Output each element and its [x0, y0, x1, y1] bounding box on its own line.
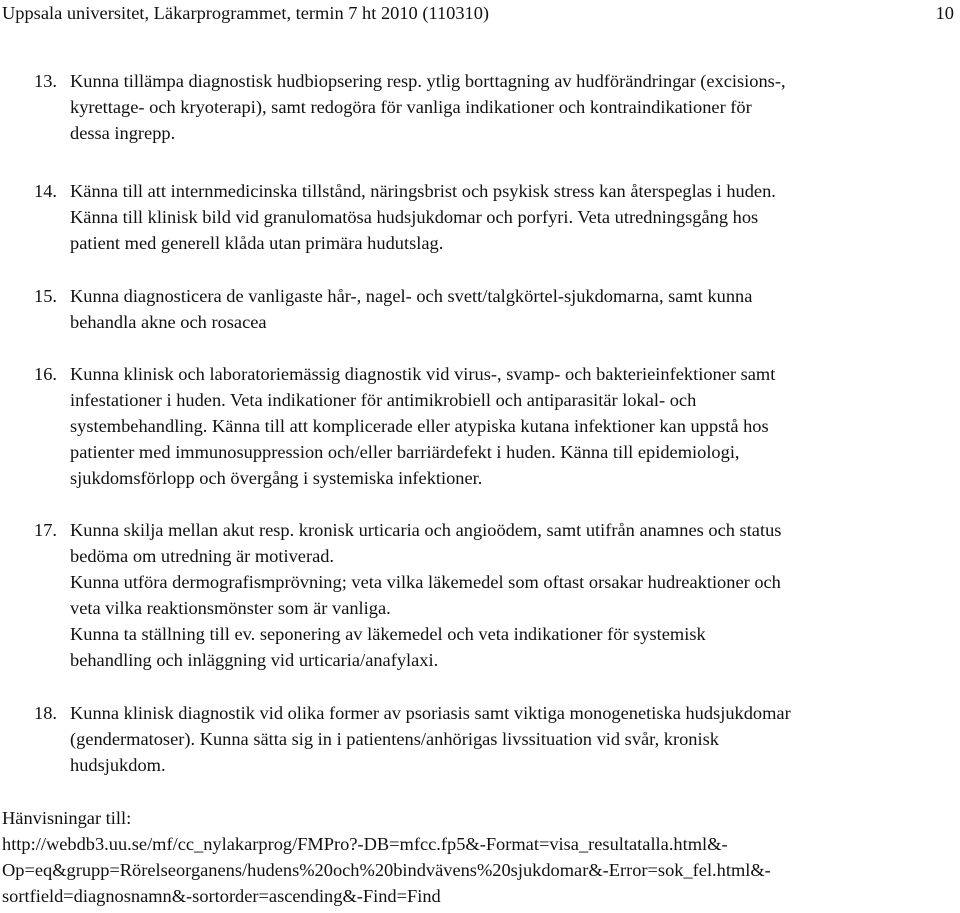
item-number: 16.	[34, 364, 57, 384]
item-number: 15.	[34, 286, 57, 306]
item-text-line: Känna till klinisk bild vid granulomatösa hudsjukdomar och porfyri. Veta utredningsgång hos	[70, 207, 759, 227]
item-text-line: veta vilka reaktionsmönster som är vanliga.	[70, 598, 391, 618]
item-text-line: sjukdomsförlopp och övergång i systemiska infektioner.	[70, 468, 483, 488]
item-text-line: patient med generell klåda utan primära hudutslag.	[70, 233, 444, 253]
item-text-line: systembehandling. Känna till att komplicerade eller atypiska kutana infektioner kan uppstå hos	[70, 416, 769, 436]
objective-item-18	[34, 700, 946, 778]
item-text	[70, 283, 946, 335]
page-header	[2, 0, 954, 28]
objective-item-15	[34, 283, 946, 335]
item-text-line: Kunna diagnosticera de vanligaste hår-, nagel- och svett/talgkörtel-sjukdomarna, samt kunna	[70, 286, 753, 306]
item-text-line: Kunna klinisk och laboratoriemässig diagnostik vid virus-, svamp- och bakterieinfektioner samt	[70, 364, 776, 384]
references-heading: Hänvisningar till:	[2, 808, 132, 828]
item-text	[70, 361, 946, 491]
item-text-line: Känna till att internmedicinska tillstånd, näringsbrist och psykisk stress kan återspeglas i huden.	[70, 181, 776, 201]
page-number: 10	[935, 3, 954, 23]
item-text-line: (gendermatoser). Kunna sätta sig in i patientens/anhörigas livssituation vid svår, kronisk	[70, 729, 719, 749]
objective-item-14	[34, 178, 946, 256]
objective-item-16	[34, 361, 946, 491]
item-number: 18.	[34, 703, 57, 723]
objective-item-17	[34, 517, 946, 673]
references-section	[2, 805, 952, 909]
item-text-line: bedöma om utredning är motiverad.	[70, 546, 335, 566]
reference-url-line[interactable]: http://webdb3.uu.se/mf/cc_nylakarprog/FMPro?-DB=mfcc.fp5&-Format=visa_resultatalla.html&-	[2, 834, 728, 854]
item-text-line: Kunna tillämpa diagnostisk hudbiopsering resp. ytlig borttagning av hudförändringar (excisions-,	[70, 71, 786, 91]
item-text	[70, 68, 946, 146]
item-text-line: infestationer i huden. Veta indikationer för antimikrobiell och antiparasitär lokal- och	[70, 390, 697, 410]
item-text-line: Kunna ta ställning till ev. seponering av läkemedel och veta indikationer för systemisk	[70, 624, 706, 644]
item-text-line: behandla akne och rosacea	[70, 312, 267, 332]
item-text-line: Kunna klinisk diagnostik vid olika former av psoriasis samt viktiga monogenetiska hudsjukdomar	[70, 703, 791, 723]
item-text-line: Kunna utföra dermografismprövning; veta vilka läkemedel som oftast orsakar hudreaktioner och	[70, 572, 781, 592]
item-text	[70, 517, 946, 673]
item-number: 13.	[34, 71, 57, 91]
item-text-line: Kunna skilja mellan akut resp. kronisk urticaria och angioödem, samt utifrån anamnes och status	[70, 520, 782, 540]
reference-url-line[interactable]: sortfield=diagnosnamn&-sortorder=ascending&-Find=Find	[2, 886, 441, 906]
item-text-line: hudsjukdom.	[70, 755, 166, 775]
item-text	[70, 700, 946, 778]
item-text-line: dessa ingrepp.	[70, 123, 176, 143]
reference-url-line[interactable]: Op=eq&grupp=Rörelseorganens/hudens%20och%20bindvävens%20sjukdomar&-Error=sok_fel.html&-	[2, 860, 771, 880]
objective-item-13	[34, 68, 946, 146]
item-number: 14.	[34, 181, 57, 201]
item-text	[70, 178, 946, 256]
item-text-line: patienter med immunosuppression och/eller barriärdefekt i huden. Känna till epidemiologi,	[70, 442, 740, 462]
item-text-line: kyrettage- och kryoterapi), samt redogöra för vanliga indikationer och kontraindikationer för	[70, 97, 752, 117]
item-number: 17.	[34, 520, 57, 540]
item-text-line: behandling och inläggning vid urticaria/anafylaxi.	[70, 650, 439, 670]
header-title: Uppsala universitet, Läkarprogrammet, termin 7 ht 2010 (110310)	[2, 3, 490, 23]
